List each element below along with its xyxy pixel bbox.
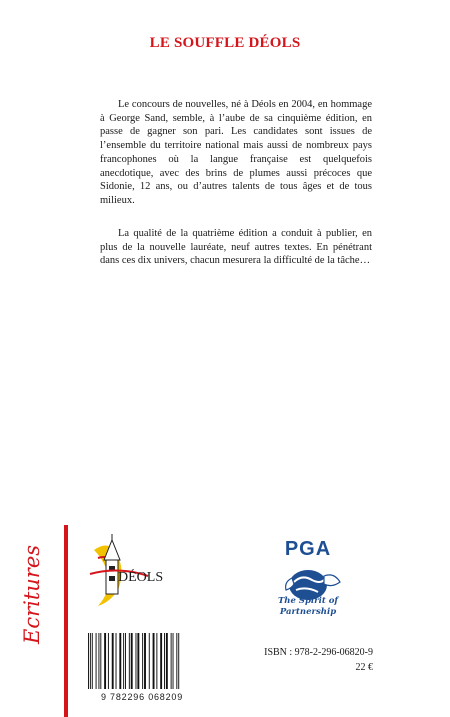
- blurb-paragraph-2: La qualité de la quatrième édition a conduit à publier, en plus de la nouvelle lauréate, neuf autres textes. En pénétrant dans ces dix univers, chacun mesurera la difficulté de la tâche…: [100, 228, 372, 267]
- barcode-bar: [96, 633, 97, 689]
- barcode-bar: [136, 633, 137, 689]
- barcode-bar: [178, 633, 179, 689]
- barcode-digits: 9 782296 068209: [100, 692, 184, 702]
- pga-tagline: The Spirit of Partnership: [277, 596, 339, 617]
- barcode-bar: [119, 633, 121, 689]
- barcode-bar: [142, 633, 143, 689]
- book-title: LE SOUFFLE DÉOLS: [149, 35, 301, 51]
- editor-logo-text: Ecritures: [20, 544, 44, 644]
- barcode-bar: [173, 633, 174, 689]
- barcode-bar: [171, 633, 172, 689]
- price-text: 22 €: [355, 662, 373, 673]
- barcode-bar: [90, 633, 91, 689]
- barcode-bar: [112, 633, 114, 689]
- barcode-bar: [137, 633, 139, 689]
- barcode-bar: [164, 633, 165, 689]
- barcode-bar: [92, 633, 93, 689]
- barcode-bar: [108, 633, 109, 689]
- barcode-bar: [129, 633, 130, 689]
- barcode-bar: [176, 633, 177, 689]
- barcode-bar: [125, 633, 126, 689]
- barcode-bar: [153, 633, 155, 689]
- barcode-bar: [156, 633, 157, 689]
- barcode-bar: [149, 633, 150, 689]
- barcode: [86, 633, 198, 695]
- pga-logo-text: PGA: [284, 538, 332, 560]
- isbn-text: ISBN : 978-2-296-06820-9: [264, 647, 373, 658]
- barcode-bar: [100, 633, 101, 689]
- blurb-paragraph-1: Le concours de nouvelles, né à Déols en 2004, en hommage à George Sand, semble, à l’aube de sa cinquième édition, en passe de gagner son pari. Les candidates sont issues de l’ensemble du territoire national mais aussi de nombreux pays francophones où la langue française est quelquefois anecdotique, avec des brins de plumes aussi précoces que Sidonie, 12 ans, ou d’autres talents de tous âges et de tous milieux.: [100, 99, 372, 206]
- red-stripe: [64, 525, 68, 717]
- barcode-bar: [104, 633, 106, 689]
- barcode-bar: [144, 633, 146, 689]
- barcode-bar: [160, 633, 162, 689]
- deols-logo-text: DÉOLS: [118, 570, 164, 585]
- barcode-bar: [131, 633, 133, 689]
- barcode-bar: [123, 633, 124, 689]
- barcode-bar: [98, 633, 99, 689]
- deols-logo: [88, 530, 198, 610]
- barcode-bar: [116, 633, 117, 689]
- barcode-bar: [166, 633, 168, 689]
- barcode-bar: [88, 633, 89, 689]
